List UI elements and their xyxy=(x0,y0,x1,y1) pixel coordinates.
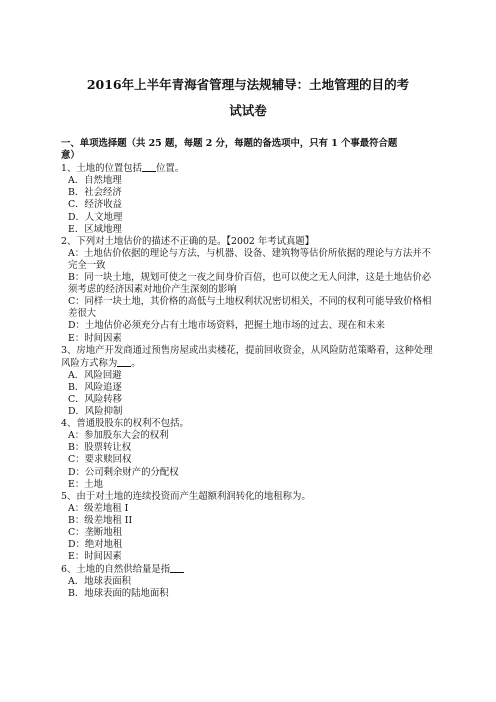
question-6-stem xyxy=(61,563,439,576)
question-5-option-e: E：时间因素 xyxy=(68,551,122,563)
question-6-stem-text: 6、土地的自然供给量是指 xyxy=(61,564,171,576)
question-3-stem-text: 3、房地产开发商通过预售房屋或出卖楼花，提前回收资金，从风险防范策略看，这种处理风险方式称为 xyxy=(61,344,433,369)
question-3-stem-tail: 。 xyxy=(131,357,141,369)
answer-blank xyxy=(142,162,156,172)
question-5-stem: 5、由于对土地的连续投资而产生超额利润转化的地租称为。 xyxy=(61,490,311,502)
question-1-option-a: A．自然地理 xyxy=(68,175,122,187)
document-title-line-2: 试试卷 xyxy=(229,103,267,118)
question-5-option-b: B：级差地租 II xyxy=(68,514,133,526)
question-1-stem-tail: 位置。 xyxy=(155,163,185,175)
question-2-option-c: C：同样一块土地，其价格的高低与土地权利状况密切相关，不同的权利可能导致价格相差很大 xyxy=(68,296,432,320)
question-4-option-d: D：公司剩余财产的分配权 xyxy=(68,466,179,478)
question-4-option-b: B：股票转让权 xyxy=(68,442,132,454)
answer-blank xyxy=(117,357,131,367)
question-3-option-a: A．风险回避 xyxy=(68,369,122,381)
question-4-stem: 4、普通股股东的权利不包括。 xyxy=(61,418,189,430)
question-1-stem xyxy=(61,162,439,175)
question-3-option-c: C．风险转移 xyxy=(68,393,123,405)
question-2-option-b: B：同一块土地，规划可使之一夜之间身价百倍，也可以使之无人问津，这是土地估价必须考虑的经济因素对地价产生深刻的影响 xyxy=(68,272,432,296)
answer-blank xyxy=(170,563,184,573)
question-1-option-d: D．人文地理 xyxy=(68,211,123,223)
question-5-option-a: A：级差地租 I xyxy=(68,502,129,514)
question-4-option-a: A：参加股东大会的权利 xyxy=(68,430,169,442)
question-1-option-e: E．区域地理 xyxy=(68,223,122,235)
question-4-option-e: E：土地 xyxy=(68,478,103,490)
question-2-option-e: E：时间因素 xyxy=(68,332,122,344)
question-6-option-b: B．地球表面的陆地面积 xyxy=(68,588,169,600)
question-3-option-d: D．风险抑制 xyxy=(68,406,123,418)
question-6-option-a: A．地球表面积 xyxy=(68,576,132,588)
question-4-option-c: C：要求赎回权 xyxy=(68,454,132,466)
question-2-stem: 2、下列对土地估价的描述不正确的是。【2002 年考试真题】 xyxy=(61,235,315,247)
question-2-option-d: D：土地估价必须充分占有土地市场资料，把握土地市场的过去、现在和未来 xyxy=(68,320,385,332)
question-5-option-c: C：垄断地租 xyxy=(68,527,123,538)
question-2-option-a: A：土地估价依据的理论与方法，与机器、设备、建筑物等估价所依据的理论与方法并不完全一致 xyxy=(68,247,432,271)
question-1-option-b: B．社会经济 xyxy=(68,187,122,199)
question-5-option-d: D：绝对地租 xyxy=(68,539,123,551)
question-1-option-c: C．经济收益 xyxy=(68,199,123,211)
section-heading: 一、单项选择题（共 25 题，每题 2 分，每题的备选项中，只有 1 个事最符合题 xyxy=(61,138,398,149)
question-3-option-b: B．风险追逐 xyxy=(68,381,122,393)
question-1-stem-text: 1、土地的位置包括 xyxy=(61,163,142,175)
document-title-line-1: 2016年上半年青海省管理与法规辅导：土地管理的目的考 xyxy=(86,77,410,92)
section-heading-cont: 意） xyxy=(61,150,80,162)
question-3-stem xyxy=(61,345,439,370)
document-body xyxy=(61,138,439,601)
